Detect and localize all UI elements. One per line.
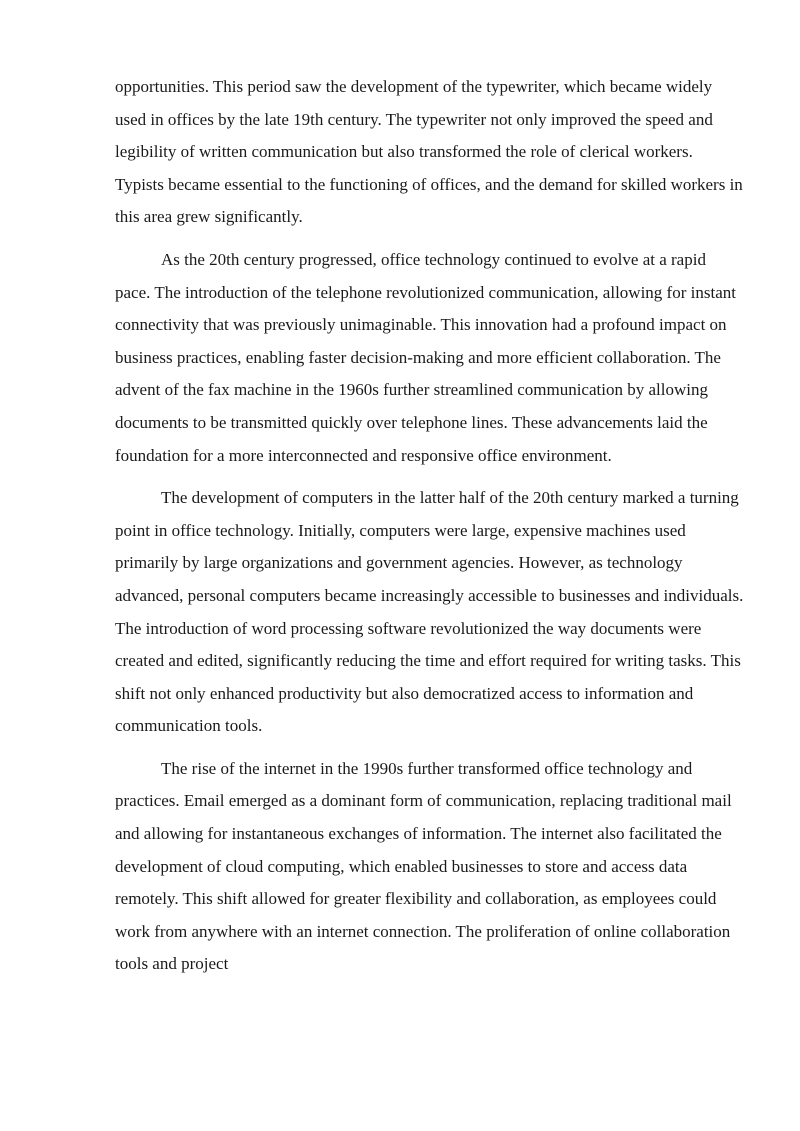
paragraph-computers: The development of computers in the latter half of the 20th century marked a turning point in office technology. Initially, computers were large, expensive machines used primarily by large organizations and government agencies. However, as technology advanced, personal computers became increasingly accessible to businesses and individuals. The introduction of word processing software revolutionized the way documents were created and edited, significantly reducing the time and effort required for writing tasks. This shift not only enhanced productivity but also democratized access to information and communication tools. [115, 488, 744, 736]
paragraph-telephone-fax: As the 20th century progressed, office technology continued to evolve at a rapid pace. The introduction of the telephone revolutionized communication, allowing for instant connectivity that was previously unimaginable. This innovation had a profound impact on business practices, enabling faster decision-making and more efficient collaboration. The advent of the fax machine in the 1960s further streamlined communication by allowing documents to be transmitted quickly over telephone lines. These advancements laid the foundation for a more interconnected and responsive office environment. [115, 249, 736, 465]
document-page [115, 71, 745, 991]
paragraph-internet: The rise of the internet in the 1990s further transformed office technology and practices. Email emerged as a dominant form of communication, replacing traditional mail and allowing for instantaneous exchanges of information. The internet also facilitated the development of cloud computing, which enabled businesses to store and access data remotely. This shift allowed for greater flexibility and collaboration, as employees could work from anywhere with an internet connection. The proliferation of online collaboration tools and project [115, 758, 732, 974]
paragraph-continuation: opportunities. This period saw the development of the typewriter, which became widely used in offices by the late 19th century. The typewriter not only improved the speed and legibility of written communication but also transformed the role of clerical workers. Typists became essential to the functioning of offices, and the demand for skilled workers in this area grew significantly. [115, 77, 743, 227]
